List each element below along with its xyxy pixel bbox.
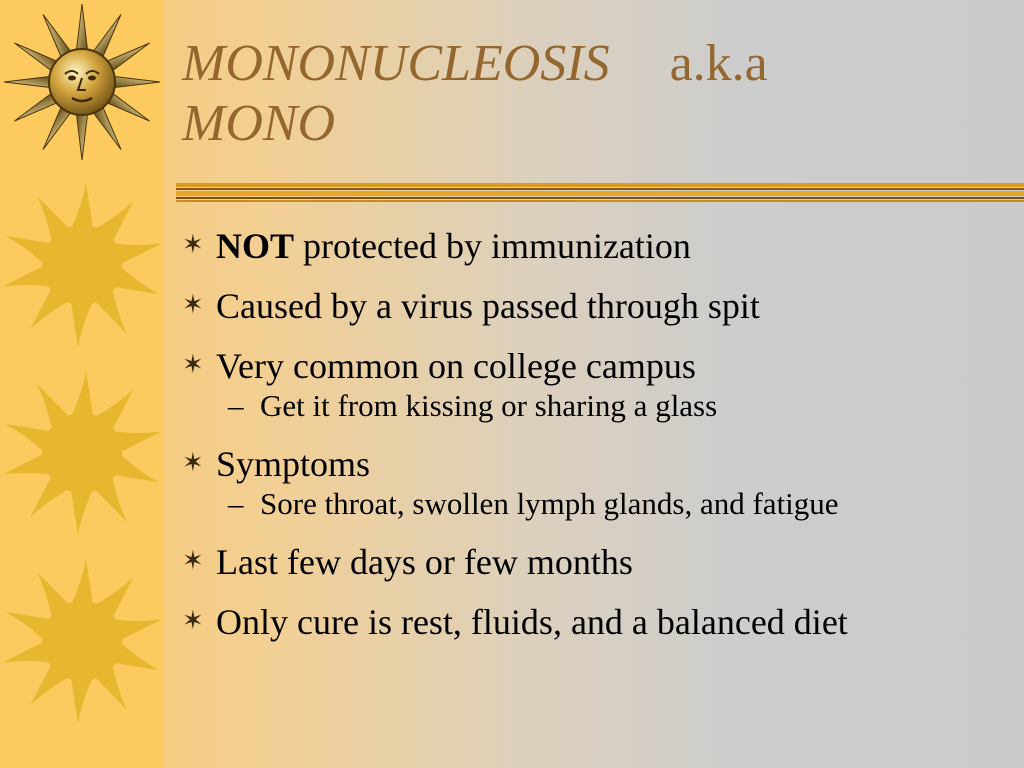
sub-bullet-item <box>182 388 1012 424</box>
title-divider <box>176 181 1024 203</box>
bullet-text: Last few days or few months <box>216 542 633 582</box>
sun-icon <box>0 556 164 726</box>
sun-face-icon <box>0 0 164 170</box>
bullet-list <box>182 226 1012 662</box>
dash-bullet-icon: – <box>228 486 244 521</box>
star-bullet-icon: ✶ <box>182 448 204 477</box>
sun-icon <box>0 368 164 538</box>
sub-bullet-text: Get it from kissing or sharing a glass <box>260 388 718 423</box>
sub-bullet-item <box>182 486 1012 522</box>
bullet-item <box>182 444 1012 484</box>
title-main: MONONUCLEOSIS <box>182 35 610 92</box>
bullet-item <box>182 286 1012 326</box>
sub-bullet-text: Sore throat, swollen lymph glands, and fatigue <box>260 486 839 521</box>
bullet-text: Caused by a virus passed through spit <box>216 286 760 326</box>
bullet-item <box>182 542 1012 582</box>
bullet-item <box>182 226 1012 266</box>
star-bullet-icon: ✶ <box>182 350 204 379</box>
star-bullet-icon: ✶ <box>182 230 204 259</box>
title-aka: a.k.a <box>669 35 768 92</box>
slide-title <box>182 34 1002 154</box>
star-bullet-icon: ✶ <box>182 606 204 635</box>
bullet-item <box>182 602 1012 642</box>
star-bullet-icon: ✶ <box>182 546 204 575</box>
sun-icon <box>0 180 164 350</box>
title-sub: MONO <box>182 95 336 152</box>
bullet-item <box>182 346 1012 386</box>
dash-bullet-icon: – <box>228 388 244 423</box>
bullet-bold: NOT <box>216 226 295 266</box>
bullet-text: Symptoms <box>216 444 371 484</box>
bullet-text: Only cure is rest, fluids, and a balanced diet <box>216 602 848 642</box>
sidebar <box>0 0 164 768</box>
bullet-text: protected by immunization <box>294 226 691 266</box>
star-bullet-icon: ✶ <box>182 290 204 319</box>
bullet-text: Very common on college campus <box>216 346 696 386</box>
